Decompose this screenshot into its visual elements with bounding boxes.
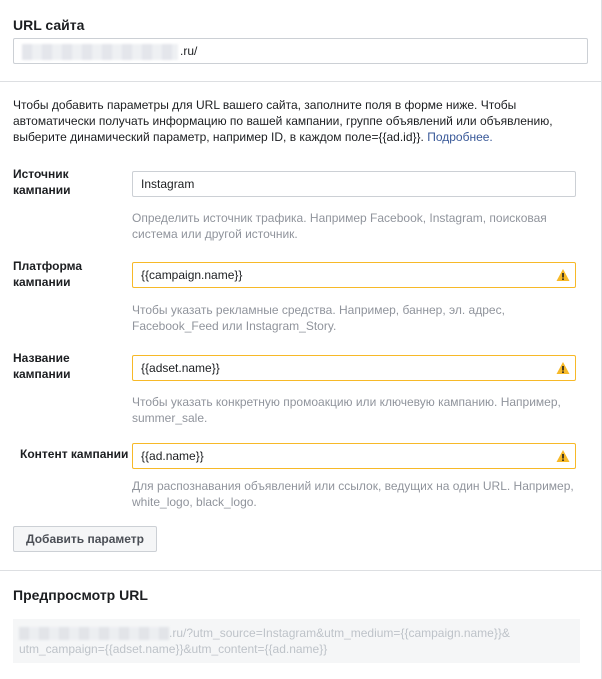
intro-body: Чтобы добавить параметры для URL вашего сайта, заполните поля в форме ниже. Чтобы автоматически получать информацию по вашей кампании, группе объявлений или объявлению, выберите динамический параметр, например ID, в каждом поле={{ad.id}}. [13,98,553,144]
warning-triangle-icon [556,361,570,375]
preview-line-1-text: .ru/?utm_source=Instagram&utm_medium={{campaign.name}}& [169,626,510,640]
campaign-source-value: Instagram [141,177,195,191]
warning-triangle-icon [556,268,570,282]
url-preview-box [13,619,580,663]
campaign-content-input[interactable] [132,443,576,469]
param-label-medium: Платформа кампании [13,259,83,289]
campaign-source-help: Определить источник трафика. Например Facebook, Instagram, поисковая система или другой источник. [132,211,547,241]
add-parameter-button[interactable]: Добавить параметр [13,526,157,552]
campaign-name-input[interactable] [132,355,576,381]
campaign-content-value: {{ad.name}} [141,449,204,463]
learn-more-link[interactable]: Подробнее. [427,130,493,144]
campaign-medium-value: {{campaign.name}} [141,268,243,282]
campaign-medium-input[interactable] [132,262,576,288]
preview-line-2: utm_campaign={{adset.name}}&utm_content={{ad.name}} [19,642,328,656]
preview-line-1 [19,625,574,641]
param-label-content: Контент кампании [20,447,129,461]
redacted-domain [19,627,169,640]
divider-bottom [0,570,602,571]
campaign-content-help: Для распознавания объявлений или ссылок, ведущих на один URL. Например, white_logo, black_logo. [132,479,574,509]
url-section-title: URL сайта [13,17,85,33]
warning-triangle-icon [556,449,570,463]
campaign-name-help: Чтобы указать конкретную промоакцию или ключевую кампанию. Например, summer_sale. [132,395,561,425]
param-label-name: Название кампании [13,351,71,381]
campaign-name-value: {{adset.name}} [141,361,220,375]
campaign-source-input[interactable] [132,171,576,197]
campaign-medium-help: Чтобы указать рекламные средства. Например, баннер, эл. адрес, Facebook_Feed или Instagram_Story. [132,303,505,333]
website-url-input[interactable] [13,38,588,64]
divider-top [0,81,602,82]
param-label-source: Источник кампании [13,167,71,197]
intro-text [13,97,588,145]
url-suffix: .ru/ [180,44,198,58]
preview-title: Предпросмотр URL [13,587,148,603]
redacted-domain [22,44,178,60]
